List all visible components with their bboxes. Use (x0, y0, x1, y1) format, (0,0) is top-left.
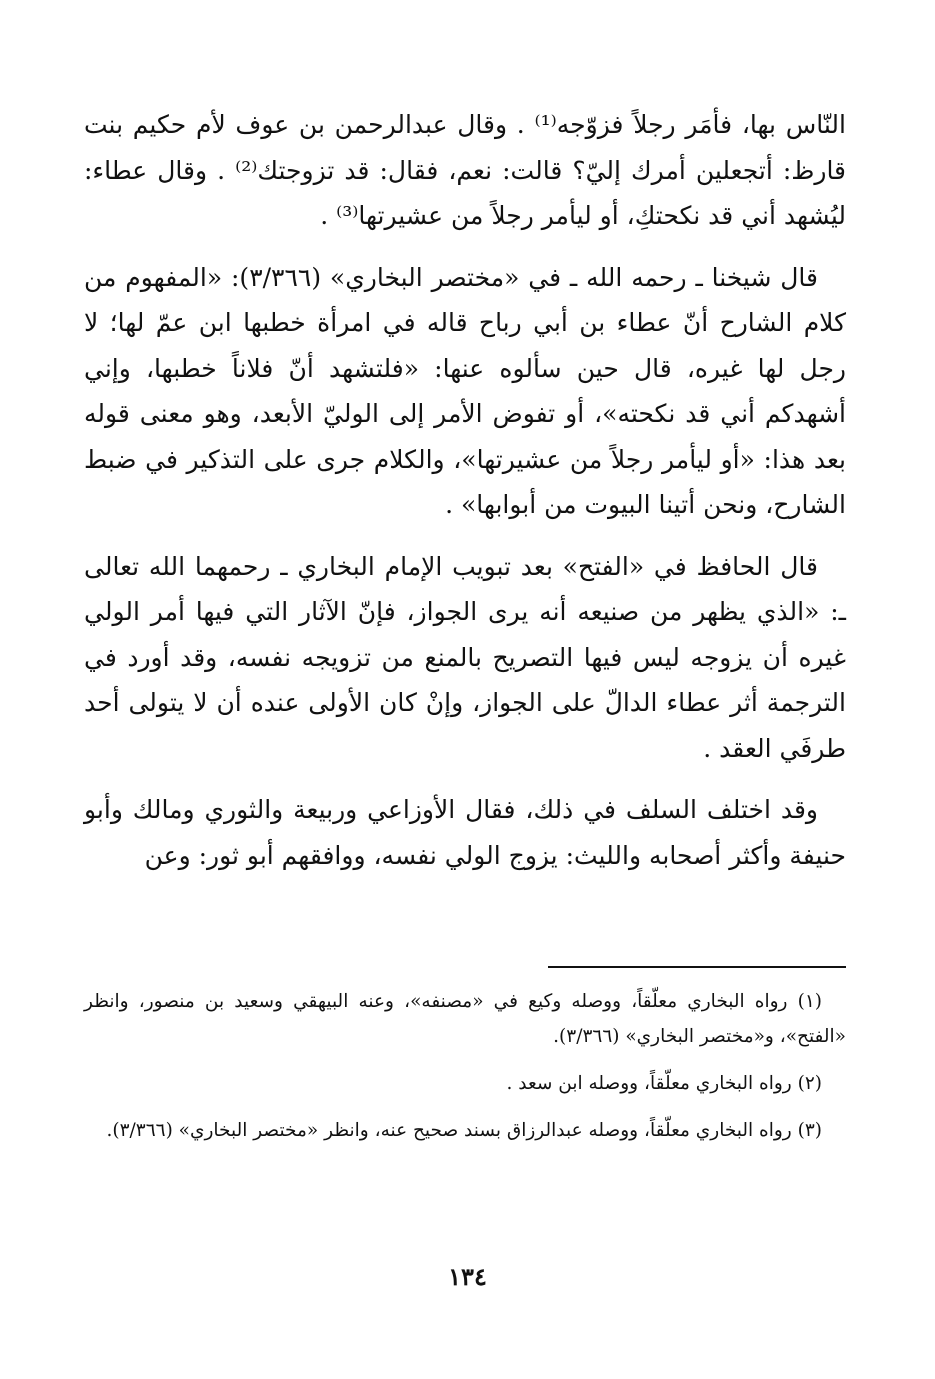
footnote-separator (548, 966, 846, 968)
footnote-3: (٣) رواه البخاري معلّقاً، ووصله عبدالرزاق بسند صحيح عنه، وانظر «مختصر البخاري» (٣/٣٦٦). (106, 1120, 822, 1141)
body-paragraph-3: قال الحافظ في «الفتح» بعد تبويب الإمام البخاري ـ رحمهما الله تعالى ـ: «الذي يظهر من صنيعه أنه يرى الجواز، فإنّ الآثار التي فيها أمر الولي غيره أن يزوجه ليس فيها التصريح بالمنع من تزويجه نفسه، وقد أورد في الترجمة أثر عطاء الدالّ على الجواز، وإنْ كان الأولى عنده أن لا يتولى أحد طرفَي العقد . (84, 551, 846, 763)
body-paragraph-1: النّاس بها، فأمَر رجلاً فزوّجه⁽¹⁾ . وقال عبدالرحمن بن عوف لأم حكيم بنت قارظ: أتجعلين أمرك إليّ؟ قالت: نعم، فقال: قد تزوجتك⁽²⁾ . وقال عطاء: ليُشهد أني قد نكحتكِ، أو ليأمر رجلاً من عشيرتها⁽³⁾ . (84, 110, 847, 230)
footnotes (84, 984, 846, 1160)
body-paragraph-2: قال شيخنا ـ رحمه الله ـ في «مختصر البخاري» (٣/٣٦٦): «المفهوم من كلام الشارح أنّ عطاء بن أبي رباح قاله في امرأة خطبها ابن عمّ لها؛ لا رجل لها غيره، قال حين سألوه عنها: «فلتشهد أنّ فلاناً خطبها، وإني أشهدكم أني قد نكحته»، أو تفوض الأمر إلى الوليّ الأبعد، وهو معنى قوله بعد هذا: «أو ليأمر رجلاً من عشيرتها»، والكلام جرى على التذكير في ضبط الشارح، ونحن أتينا البيوت من أبوابها» . (84, 262, 846, 519)
footnote-2: (٢) رواه البخاري معلّقاً، ووصله ابن سعد . (506, 1073, 822, 1094)
body-paragraph-4: وقد اختلف السلف في ذلك، فقال الأوزاعي وربيعة والثوري ومالك وأبو حنيفة وأكثر أصحابه والليث: يزوج الولي نفسه، ووافقهم أبو ثور: وعن (84, 795, 846, 870)
page-number: ١٣٤ (448, 1262, 487, 1291)
main-text (84, 102, 846, 894)
footnote-1: (١) رواه البخاري معلّقاً، ووصله وكيع في «مصنفه»، وعنه البيهقي وسعيد بن منصور، وانظر «الفتح»، و«مختصر البخاري» (٣/٣٦٦). (84, 991, 846, 1047)
